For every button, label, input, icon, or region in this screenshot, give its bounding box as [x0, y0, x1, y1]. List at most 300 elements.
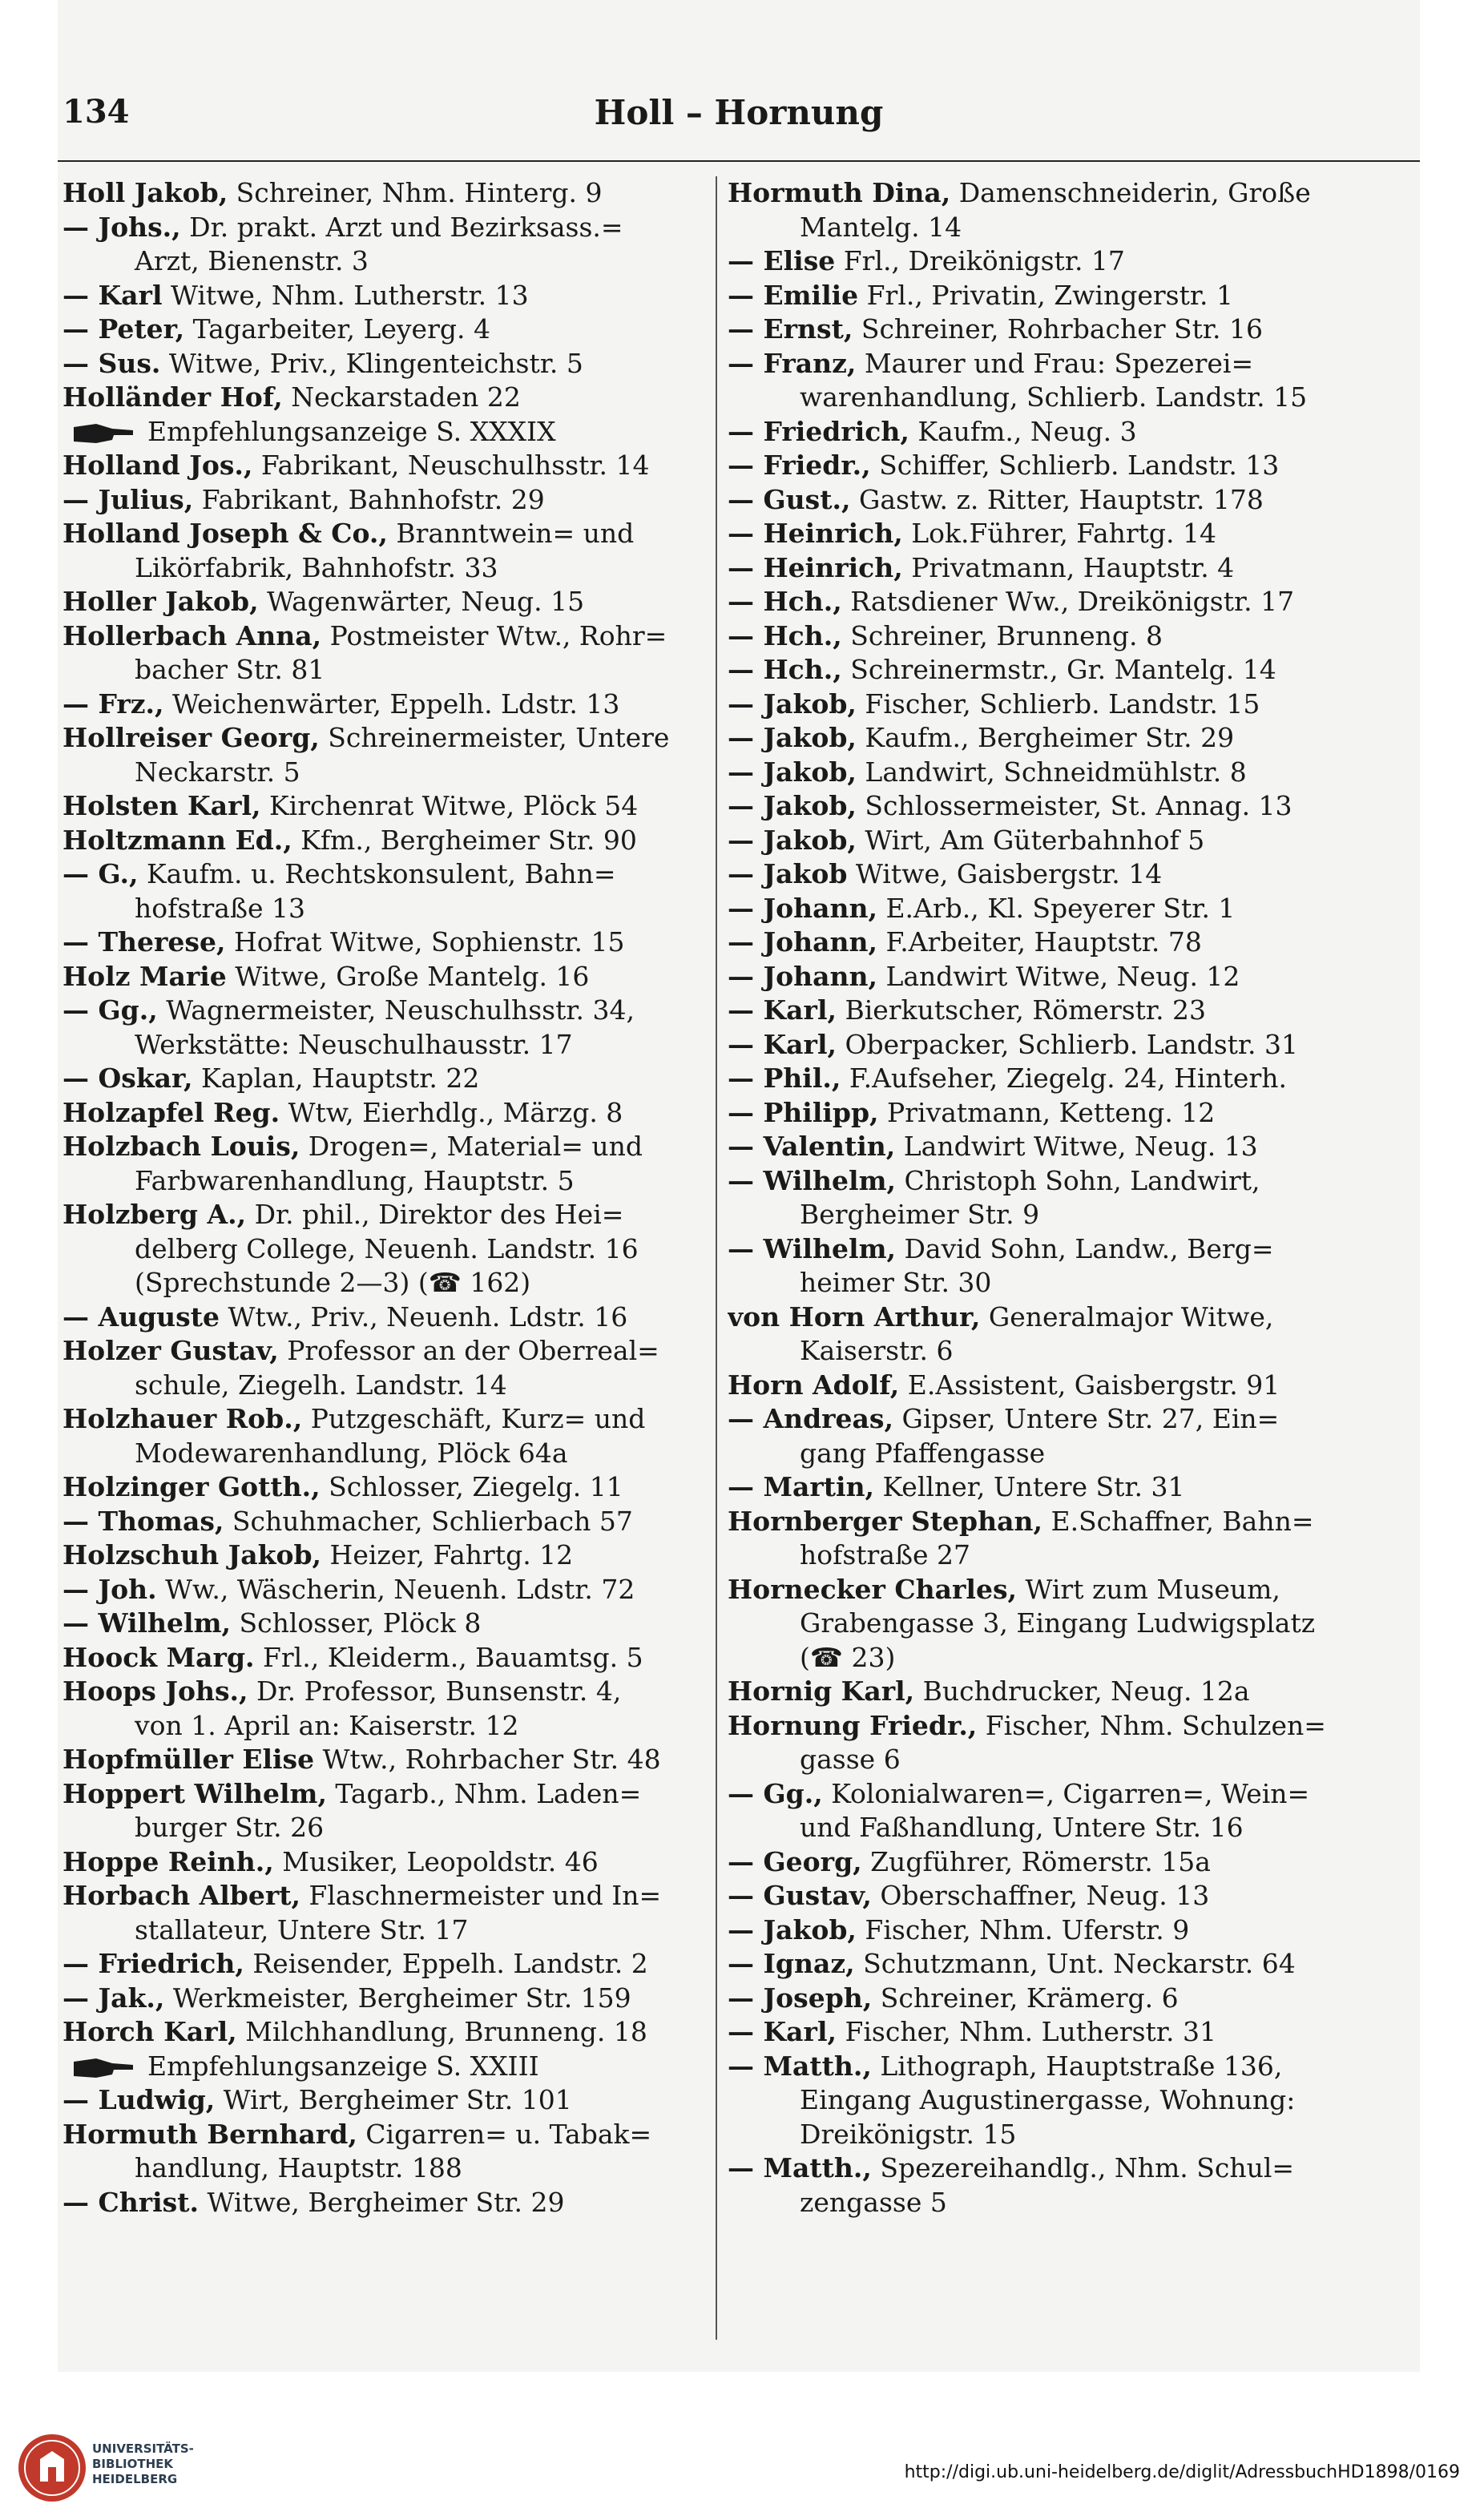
entry-details: Likörfabrik, Bahnhofstr. 33 — [135, 551, 498, 583]
directory-entry — [63, 1538, 712, 1573]
directory-entry — [63, 1573, 712, 1607]
entry-name: — Ignaz, — [728, 1948, 855, 1979]
directory-entry — [728, 1982, 1377, 2016]
entry-details: Spezereihandlg., Nhm. Schul= — [871, 2152, 1295, 2183]
entry-name: Holler Jakob, — [63, 586, 259, 617]
entry-name: — Heinrich, — [728, 551, 903, 583]
directory-entry — [63, 1062, 712, 1096]
directory-entry — [63, 1130, 712, 1164]
directory-entry — [63, 1334, 712, 1369]
directory-entry — [728, 1164, 1377, 1199]
entry-details: Schreiner, Rohrbacher Str. 16 — [853, 313, 1264, 345]
entry-name: — Karl — [63, 279, 163, 311]
entry-details: Kaplan, Hauptstr. 22 — [192, 1062, 480, 1094]
entry-details: Dr. Professor, Bunsenstr. 4, — [248, 1675, 622, 1707]
entry-details: Werkmeister, Bergheimer Str. 159 — [164, 1982, 631, 2014]
directory-entry — [63, 824, 712, 858]
directory-entry — [63, 1709, 712, 1744]
directory-entry — [63, 1402, 712, 1437]
directory-entry — [728, 721, 1377, 756]
header-rule — [58, 160, 1420, 162]
directory-entry — [63, 1641, 712, 1675]
directory-entry — [63, 244, 712, 279]
directory-entry — [728, 279, 1377, 313]
directory-entry — [63, 1811, 712, 1845]
entry-details: Landwirt, Schneidmühlstr. 8 — [856, 756, 1247, 788]
entry-name: — Wilhelm, — [63, 1607, 231, 1639]
directory-entry — [728, 517, 1377, 551]
directory-entry — [63, 2083, 712, 2118]
entry-name: Hoppert Wilhelm, — [63, 1777, 327, 1809]
entry-details: Fabrikant, Bahnhofstr. 29 — [193, 483, 545, 515]
directory-entry — [63, 1913, 712, 1948]
entry-name: — Hch., — [728, 619, 842, 651]
directory-entry — [728, 1300, 1377, 1335]
entry-details: delberg College, Neuenh. Landstr. 16 — [135, 1232, 639, 1264]
entry-name: — Oskar, — [63, 1062, 193, 1094]
entry-details: Witwe, Bergheimer Str. 29 — [198, 2186, 565, 2218]
directory-entry — [63, 1437, 712, 1471]
entry-name: — Matth., — [728, 2050, 872, 2082]
directory-entry — [63, 2118, 712, 2152]
entry-details: Kellner, Untere Str. 31 — [874, 1471, 1185, 1502]
entry-details: (Sprechstunde 2—3) (☎ 162) — [135, 1267, 531, 1298]
entry-details: Schreiner, Krämerg. 6 — [872, 1982, 1179, 2014]
directory-entry — [63, 449, 712, 483]
running-title: Holl – Hornung — [594, 93, 884, 132]
entry-details: Drogen=, Material= und — [300, 1131, 643, 1162]
entry-details: Wirt, Bergheimer Str. 101 — [215, 2084, 572, 2115]
page-header — [58, 87, 1420, 143]
entry-name: Hoops Johs., — [63, 1675, 248, 1707]
entry-details: Privatmann, Hauptstr. 4 — [902, 551, 1235, 583]
directory-entry — [728, 1879, 1377, 1913]
entry-details: Kaufm. u. Rechtskonsulent, Bahn= — [138, 858, 616, 889]
entry-name: — Emilie — [728, 279, 859, 311]
entry-details: Tagarbeiter, Leyerg. 4 — [184, 313, 490, 345]
entry-details: Schuhmacher, Schlierbach 57 — [224, 1505, 633, 1537]
entry-name: — Jakob, — [728, 824, 857, 856]
entry-details: Fischer, Nhm. Uferstr. 9 — [856, 1913, 1190, 1945]
entry-details: Schreinermeister, Untere — [319, 722, 670, 753]
directory-entry — [728, 415, 1377, 450]
entry-name: — Johann, — [728, 926, 877, 958]
entry-details: von 1. April an: Kaiserstr. 12 — [135, 1709, 519, 1741]
directory-entry — [63, 1232, 712, 1267]
entry-details: Eingang Augustinergasse, Wohnung: — [800, 2084, 1296, 2115]
directory-entry — [728, 483, 1377, 518]
directory-entry — [728, 1777, 1377, 1812]
entry-details: Schutzmann, Unt. Neckarstr. 64 — [854, 1948, 1296, 1979]
entry-details: Generalmajor Witwe, — [980, 1300, 1274, 1333]
entry-details: Dr. prakt. Arzt und Bezirksass.= — [180, 211, 623, 243]
entry-details: Fischer, Nhm. Lutherstr. 31 — [836, 2016, 1216, 2047]
entry-name: Holzapfel Reg. — [63, 1096, 280, 1128]
directory-entry — [63, 892, 712, 926]
entry-name: Holzschuh Jakob, — [63, 1539, 322, 1570]
directory-entry — [63, 721, 712, 756]
entry-name: — Auguste — [63, 1300, 220, 1333]
directory-entry — [63, 279, 712, 313]
entry-name: Hoock Marg. — [63, 1641, 255, 1673]
advertisement-reference: Empfehlungsanzeige S. XXXIX — [63, 415, 712, 450]
entry-details: Wtw., Priv., Neuenh. Ldstr. 16 — [219, 1300, 628, 1333]
entry-details: Dr. phil., Direktor des Hei= — [246, 1199, 624, 1230]
entry-name: Holl Jakob, — [63, 177, 228, 208]
entry-details: Weichenwärter, Eppelh. Ldstr. 13 — [163, 687, 620, 720]
directory-entry — [63, 1164, 712, 1199]
entry-name: — Ernst, — [728, 313, 853, 345]
entry-name: — Sus. — [63, 347, 161, 379]
entry-name: — Karl, — [728, 1028, 837, 1060]
directory-entry — [728, 176, 1377, 211]
directory-entry — [63, 756, 712, 790]
directory-entry — [728, 1913, 1377, 1948]
directory-entry — [728, 857, 1377, 892]
entry-name: — Johann, — [728, 892, 877, 924]
entry-name: — Heinrich, — [728, 518, 903, 549]
directory-entry — [63, 1675, 712, 1709]
entry-details: burger Str. 26 — [135, 1812, 325, 1843]
entry-name: — Therese, — [63, 926, 226, 958]
directory-entry — [728, 1675, 1377, 1709]
entry-name: Horn Adolf, — [728, 1369, 900, 1401]
directory-entry — [63, 1470, 712, 1505]
directory-entry — [63, 925, 712, 960]
entry-details: Fischer, Schlierb. Landstr. 15 — [856, 687, 1260, 720]
entry-details: Schreiner, Brunneng. 8 — [841, 619, 1163, 651]
directory-entry — [728, 1947, 1377, 1982]
directory-entry — [63, 347, 712, 381]
entry-details: schule, Ziegelh. Landstr. 14 — [135, 1369, 507, 1401]
entry-details: Flaschnermeister und In= — [300, 1880, 662, 1911]
entry-name: — Thomas, — [63, 1505, 224, 1537]
entry-details: Privatmann, Ketteng. 12 — [878, 1096, 1216, 1128]
entry-name: — Friedrich, — [63, 1948, 244, 1979]
entry-details: Postmeister Wtw., Rohr= — [321, 619, 667, 651]
entry-details: Neckarstr. 5 — [135, 756, 300, 788]
directory-entry — [728, 1232, 1377, 1267]
entry-details: Schlosser, Ziegelg. 11 — [320, 1471, 623, 1502]
directory-entry — [63, 1947, 712, 1982]
entry-details: Wtw, Eierhdlg., Märzg. 8 — [280, 1096, 623, 1128]
directory-entry — [728, 687, 1377, 722]
entry-name: — Georg, — [728, 1845, 862, 1877]
entry-details: F.Arbeiter, Hauptstr. 78 — [877, 926, 1202, 958]
column-divider — [716, 176, 717, 2340]
entry-details: Witwe, Große Mantelg. 16 — [226, 960, 590, 992]
directory-entry — [63, 1879, 712, 1913]
entry-details: Witwe, Nhm. Lutherstr. 13 — [162, 279, 529, 311]
directory-entry — [728, 211, 1377, 245]
entry-name: — Gg., — [63, 994, 158, 1026]
entry-name: Hornung Friedr., — [728, 1709, 978, 1741]
directory-entry — [63, 1266, 712, 1300]
entry-details: Witwe, Priv., Klingenteichstr. 5 — [160, 347, 583, 379]
entry-name: Hollreiser Georg, — [63, 722, 320, 753]
entry-details: Kaiserstr. 6 — [800, 1335, 954, 1366]
entry-name: — Jakob, — [728, 687, 857, 720]
entry-details: Ratsdiener Ww., Dreikönigstr. 17 — [841, 586, 1295, 617]
directory-entry — [63, 1845, 712, 1880]
entry-details: Witwe, Gaisbergstr. 14 — [847, 858, 1163, 889]
entry-details: warenhandlung, Schlierb. Landstr. 15 — [800, 381, 1308, 413]
entry-details: Musiker, Leopoldstr. 46 — [273, 1845, 599, 1877]
entry-details: Schlosser, Plöck 8 — [230, 1607, 482, 1639]
entry-name: Horch Karl, — [63, 2016, 237, 2047]
entry-name: Hoppe Reinh., — [63, 1845, 274, 1877]
entry-name: von Horn Arthur, — [728, 1300, 981, 1333]
entry-details: gang Pfaffengasse — [800, 1437, 1046, 1469]
directory-entry — [63, 211, 712, 245]
entry-name: — Valentin, — [728, 1131, 896, 1162]
entry-details: Fischer, Nhm. Schulzen= — [977, 1709, 1326, 1741]
directory-entry — [728, 1845, 1377, 1880]
directory-entry — [728, 824, 1377, 858]
directory-entry — [728, 994, 1377, 1028]
entry-details: E.Assistent, Gaisbergstr. 91 — [899, 1369, 1280, 1401]
directory-entry — [728, 1811, 1377, 1845]
entry-details: Arzt, Bienenstr. 3 — [135, 245, 369, 276]
directory-entry — [728, 1062, 1377, 1096]
page-number: 134 — [63, 93, 130, 131]
entry-name: — Frz., — [63, 687, 164, 720]
entry-details: Fabrikant, Neuschulhsstr. 14 — [252, 450, 650, 481]
directory-entry — [728, 1505, 1377, 1539]
entry-details: Hofrat Witwe, Sophienstr. 15 — [225, 926, 625, 958]
directory-entry — [63, 1607, 712, 1641]
entry-name: — Gust., — [728, 483, 851, 515]
entry-name: — Martin, — [728, 1471, 875, 1502]
entry-details: bacher Str. 81 — [135, 654, 325, 685]
entry-details: Reisender, Eppelh. Landstr. 2 — [244, 1948, 648, 1979]
entry-name: — Hch., — [728, 654, 842, 685]
directory-entry — [728, 2050, 1377, 2084]
entry-details: Kolonialwaren=, Cigarren=, Wein= — [822, 1777, 1310, 1809]
directory-entry — [63, 1369, 712, 1403]
entry-details: stallateur, Untere Str. 17 — [135, 1913, 469, 1945]
entry-details: Farbwarenhandlung, Hauptstr. 5 — [135, 1164, 575, 1196]
entry-details: Milchhandlung, Brunneng. 18 — [236, 2016, 647, 2047]
directory-entry — [728, 1538, 1377, 1573]
entry-details: Cigarren= u. Tabak= — [357, 2118, 652, 2150]
entry-name: — Jakob, — [728, 722, 857, 753]
entry-details: Wagenwärter, Neug. 15 — [258, 586, 585, 617]
entry-details: Kfm., Bergheimer Str. 90 — [292, 824, 637, 856]
entry-name: — Elise — [728, 245, 836, 276]
entry-name: — Wilhelm, — [728, 1232, 896, 1264]
directory-entry — [63, 483, 712, 518]
directory-entry — [63, 2186, 712, 2220]
entry-details: zengasse 5 — [800, 2186, 947, 2218]
directory-entry — [728, 2015, 1377, 2050]
entry-details: handlung, Hauptstr. 188 — [135, 2152, 462, 2183]
directory-entry — [63, 1300, 712, 1335]
entry-details: Wirt zum Museum, — [1017, 1573, 1280, 1605]
entry-name: — Gustav, — [728, 1880, 872, 1911]
entry-name: Holland Joseph & Co., — [63, 518, 388, 549]
entry-details: Maurer und Frau: Spezerei= — [856, 347, 1254, 379]
directory-entry — [63, 517, 712, 551]
entry-name: — Jakob — [728, 858, 848, 889]
entry-name: — Philipp, — [728, 1096, 879, 1128]
entry-name: — Karl, — [728, 2016, 837, 2047]
entry-details: hofstraße 13 — [135, 892, 306, 924]
entry-name: Hornecker Charles, — [728, 1573, 1018, 1605]
entry-details: Modewarenhandlung, Plöck 64a — [135, 1437, 568, 1469]
directory-entry — [728, 1470, 1377, 1505]
entry-details: hofstraße 27 — [800, 1539, 971, 1570]
directory-entry — [63, 176, 712, 211]
directory-entry — [728, 2083, 1377, 2118]
directory-entry — [728, 960, 1377, 994]
directory-entry — [63, 1777, 712, 1812]
entry-name: Holsten Karl, — [63, 790, 261, 821]
directory-entry — [728, 653, 1377, 687]
entry-details: Lithograph, Hauptstraße 136, — [871, 2050, 1283, 2082]
directory-entry — [63, 1198, 712, 1232]
entry-details: Schreiner, Nhm. Hinterg. 9 — [228, 177, 603, 208]
directory-entry — [63, 585, 712, 619]
university-seal-icon — [16, 2432, 88, 2504]
entry-name: Holzhauer Rob., — [63, 1403, 303, 1434]
entry-details: Oberpacker, Schlierb. Landstr. 31 — [836, 1028, 1299, 1060]
library-logo-text: UNIVERSITÄTS- BIBLIOTHEK HEIDELBERG — [92, 2441, 194, 2486]
entry-name: Holz Marie — [63, 960, 227, 992]
directory-entry — [63, 2015, 712, 2050]
directory-entry — [728, 585, 1377, 619]
directory-entry — [63, 960, 712, 994]
entry-name: — Peter, — [63, 313, 185, 345]
entry-name: — Jakob, — [728, 756, 857, 788]
entry-details: F.Aufseher, Ziegelg. 24, Hinterh. — [841, 1062, 1287, 1094]
entry-details: Wagnermeister, Neuschulhsstr. 34, — [157, 994, 635, 1026]
entry-name: — Christ. — [63, 2186, 199, 2218]
directory-entry — [63, 2151, 712, 2186]
entry-details: Bergheimer Str. 9 — [800, 1199, 1040, 1230]
directory-entry — [728, 1402, 1377, 1437]
directory-entry — [728, 1096, 1377, 1131]
directory-entry — [728, 244, 1377, 279]
entry-name: — Joseph, — [728, 1982, 873, 2014]
entry-details: Heizer, Fahrtg. 12 — [321, 1539, 574, 1570]
directory-entry — [728, 347, 1377, 381]
entry-details: Christoph Sohn, Landwirt, — [895, 1164, 1260, 1196]
entry-name: Holzbach Louis, — [63, 1131, 300, 1162]
entry-details: Putzgeschäft, Kurz= und — [302, 1403, 646, 1434]
entry-name: — Franz, — [728, 347, 857, 379]
entry-details: Kaufm., Neug. 3 — [909, 415, 1137, 447]
directory-entry — [63, 687, 712, 722]
directory-entry — [728, 2118, 1377, 2152]
entry-name: — Karl, — [728, 994, 837, 1026]
entry-details: Mantelg. 14 — [800, 211, 962, 243]
entry-details: E.Schaffner, Bahn= — [1042, 1505, 1314, 1537]
directory-entry — [728, 1641, 1377, 1675]
entry-name: — Friedrich, — [728, 415, 909, 447]
entry-details: E.Arb., Kl. Speyerer Str. 1 — [877, 892, 1236, 924]
entry-name: Horbach Albert, — [63, 1880, 300, 1911]
entry-name: Hornberger Stephan, — [728, 1505, 1042, 1537]
entry-details: Gipser, Untere Str. 27, Ein= — [893, 1403, 1280, 1434]
directory-entry — [63, 381, 712, 415]
entry-name: Holtzmann Ed., — [63, 824, 292, 856]
entry-details: Grabengasse 3, Eingang Ludwigsplatz — [800, 1607, 1316, 1639]
directory-entry — [728, 1028, 1377, 1062]
directory-entry — [63, 619, 712, 654]
entry-details: Damenschneiderin, Große — [950, 177, 1311, 208]
entry-name: Holzberg A., — [63, 1199, 247, 1230]
entry-details: und Faßhandlung, Untere Str. 16 — [800, 1812, 1244, 1843]
entry-name: — Jakob, — [728, 790, 857, 821]
directory-entry — [728, 756, 1377, 790]
directory-entry — [728, 381, 1377, 415]
entry-name: — Hch., — [728, 586, 842, 617]
entry-details: Schiffer, Schlierb. Landstr. 13 — [870, 450, 1280, 481]
directory-entry — [728, 1607, 1377, 1641]
directory-entry — [63, 1505, 712, 1539]
entry-name: Holländer Hof, — [63, 381, 283, 413]
entry-details: Ww., Wäscherin, Neuenh. Ldstr. 72 — [156, 1573, 635, 1605]
entry-details: Kirchenrat Witwe, Plöck 54 — [260, 790, 639, 821]
directory-entry — [728, 1198, 1377, 1232]
directory-entry — [728, 2186, 1377, 2220]
entry-name: — Julius, — [63, 483, 194, 515]
entry-name: — Wilhelm, — [728, 1164, 896, 1196]
directory-entry — [63, 1028, 712, 1062]
entry-details: Zugführer, Römerstr. 15a — [861, 1845, 1211, 1877]
entry-details: Schlossermeister, St. Annag. 13 — [856, 790, 1292, 821]
directory-entry — [728, 1743, 1377, 1777]
right-column — [728, 176, 1377, 2356]
entry-name: Holzinger Gotth., — [63, 1471, 321, 1502]
entry-details: Bierkutscher, Römerstr. 23 — [836, 994, 1207, 1026]
directory-entry — [728, 925, 1377, 960]
entry-details: Wirt, Am Güterbahnhof 5 — [856, 824, 1205, 856]
entry-details: heimer Str. 30 — [800, 1267, 992, 1298]
directory-entry — [728, 312, 1377, 347]
entry-name: — Gg., — [728, 1777, 823, 1809]
entry-name: — Andreas, — [728, 1403, 893, 1434]
entry-details: Branntwein= und — [387, 518, 635, 549]
entry-details: Oberschaffner, Neug. 13 — [871, 1880, 1210, 1911]
entry-name: — Friedr., — [728, 450, 871, 481]
entry-details: (☎ 23) — [800, 1641, 896, 1673]
directory-entry — [728, 551, 1377, 586]
directory-entry — [728, 789, 1377, 824]
directory-entry — [728, 892, 1377, 926]
entry-details: Werkstätte: Neuschulhausstr. 17 — [135, 1028, 573, 1060]
entry-name: Hopfmüller Elise — [63, 1744, 315, 1775]
entry-name: Hormuth Bernhard, — [63, 2118, 357, 2150]
entry-details: Landwirt Witwe, Neug. 13 — [895, 1131, 1258, 1162]
entry-details: Frl., Dreikönigstr. 17 — [835, 245, 1125, 276]
directory-entry — [63, 857, 712, 892]
directory-entry — [728, 1334, 1377, 1369]
directory-entry — [63, 1982, 712, 2016]
directory-entry — [63, 312, 712, 347]
pointing-hand-icon — [72, 2055, 136, 2081]
source-url-link[interactable]: http://digi.ub.uni-heidelberg.de/diglit/AdressbuchHD1898/0169 — [904, 2462, 1460, 2482]
entry-name: — Phil., — [728, 1062, 841, 1094]
entry-details: Schreinermstr., Gr. Mantelg. 14 — [841, 654, 1276, 685]
directory-entry — [63, 994, 712, 1028]
entry-details: Dreikönigstr. 15 — [800, 2118, 1017, 2150]
directory-entry — [728, 1437, 1377, 1471]
entry-name: — Jakob, — [728, 1913, 857, 1945]
directory-entry — [728, 449, 1377, 483]
directory-entry — [728, 2151, 1377, 2186]
